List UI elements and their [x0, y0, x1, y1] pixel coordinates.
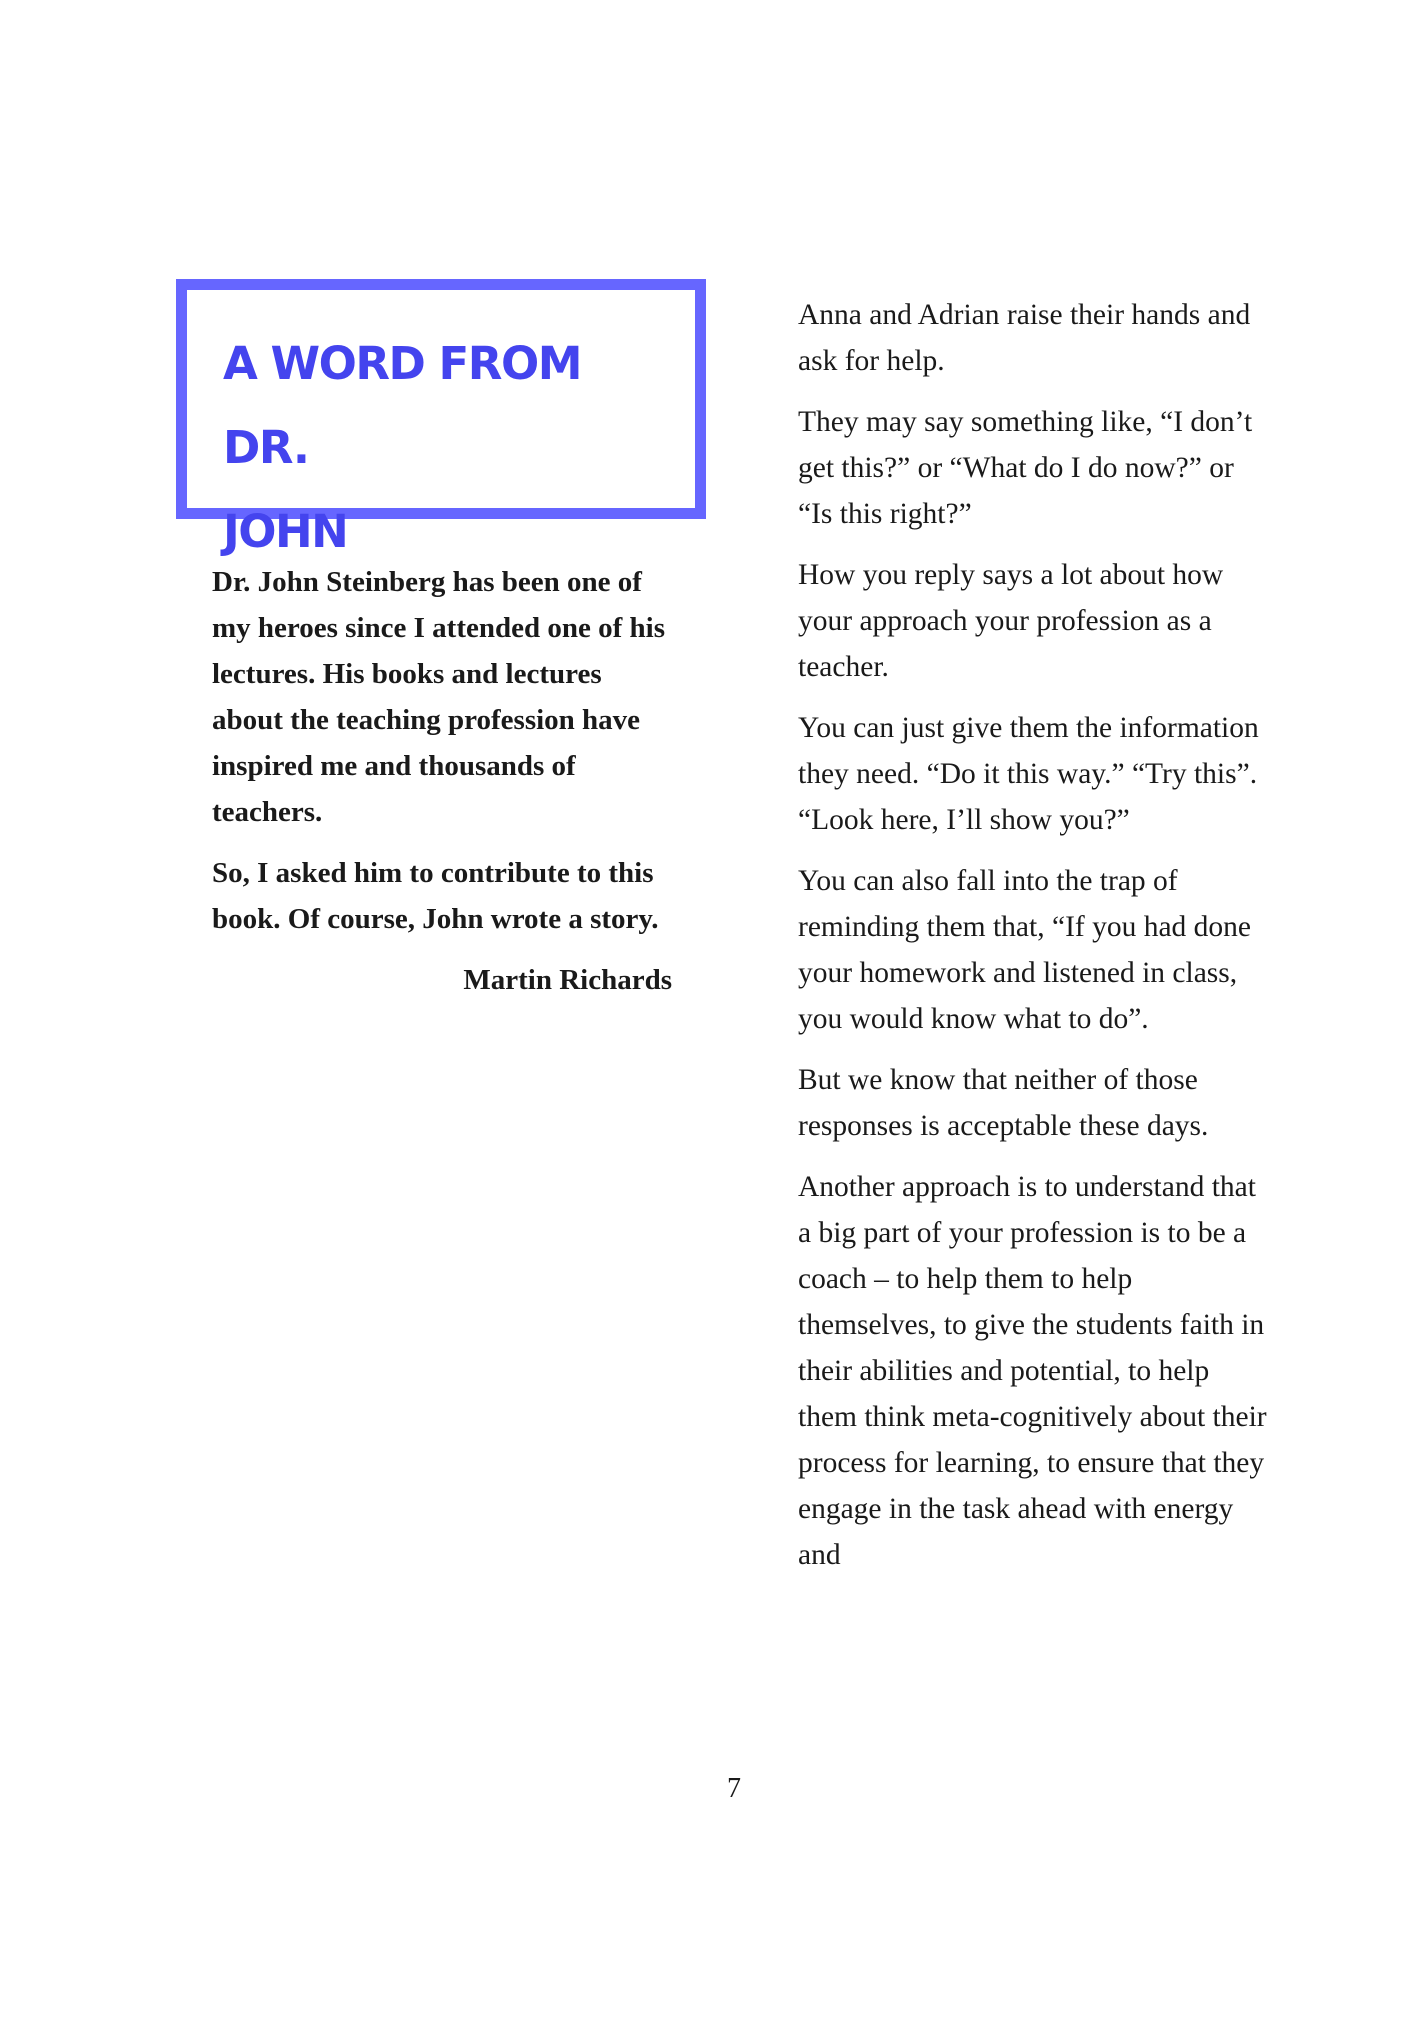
story-column	[798, 292, 1268, 1593]
story-paragraph: Another approach is to understand that a big part of your profession is to be a coach – to help them to help themselves, to give the students faith in their abilities and potential, to help them think meta-cognitively about their process for learning, to ensure that they engage in the task ahead with energy and	[798, 1171, 1267, 1571]
story-paragraph: But we know that neither of those responses is acceptable these days.	[798, 1064, 1209, 1142]
intro-text	[176, 559, 672, 1003]
title-box	[176, 279, 706, 558]
story-paragraph: How you reply says a lot about how your approach your profession as a teacher.	[798, 559, 1224, 683]
intro-paragraph: So, I asked him to contribute to this book. Of course, John wrote a story.	[212, 857, 659, 935]
story-paragraph: They may say something like, “I don’t get this?” or “What do I do now?” or “Is this right?”	[798, 406, 1253, 530]
intro-paragraph: Dr. John Steinberg has been one of my heroes since I attended one of his lectures. His books and lectures about the teaching profession have inspired me and thousands of teachers.	[212, 566, 665, 828]
section-title-line-1: A WORD FROM DR.	[223, 337, 581, 474]
author-signature: Martin Richards	[463, 964, 672, 996]
page-number: 7	[727, 1773, 741, 1804]
story-paragraph: You can just give them the information they need. “Do it this way.” “Try this”. “Look here, I’ll show you?”	[798, 712, 1259, 836]
section-title	[223, 322, 663, 574]
story-paragraph: Anna and Adrian raise their hands and ask for help.	[798, 299, 1251, 377]
left-column	[176, 279, 706, 1018]
story-paragraph: You can also fall into the trap of reminding them that, “If you had done your homework and listened in class, you would know what to do”.	[798, 865, 1252, 1035]
section-title-line-2: JOHN	[223, 505, 348, 558]
